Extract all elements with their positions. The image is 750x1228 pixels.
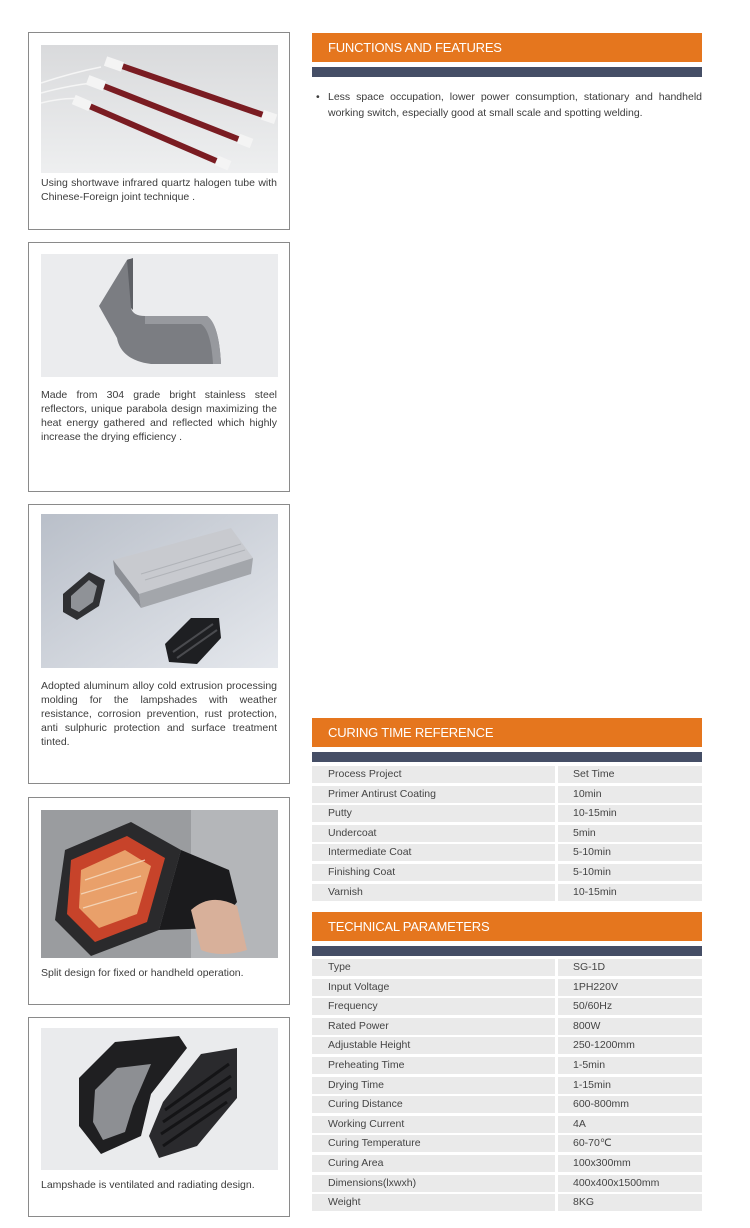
table-cell-value: 100x300mm	[573, 1156, 631, 1169]
table-row	[312, 1095, 702, 1115]
table-row	[312, 843, 702, 863]
table-cell-label: Curing Temperature	[328, 1137, 421, 1150]
table-row	[312, 863, 702, 883]
table-row	[312, 1056, 702, 1076]
functions-title: FUNCTIONS AND FEATURES	[328, 40, 502, 55]
table-cell-label: Varnish	[328, 885, 363, 898]
table-cell-label: Frequency	[328, 1000, 378, 1013]
technical-table	[312, 958, 702, 1213]
table-cell-label: Undercoat	[328, 826, 377, 839]
table-cell-value: 800W	[573, 1019, 601, 1032]
table-row	[312, 1115, 702, 1135]
table-cell-value: 50/60Hz	[573, 1000, 613, 1013]
table-cell-label: Putty	[328, 807, 352, 820]
table-row	[312, 1076, 702, 1096]
feature-caption: Lampshade is ventilated and radiating design.	[41, 1179, 255, 1191]
table-cell-value: 5min	[573, 826, 596, 839]
table-cell-label: Rated Power	[328, 1019, 389, 1032]
table-cell-value: 250-1200mm	[573, 1039, 635, 1052]
table-cell-label: Weight	[328, 1196, 361, 1209]
functions-divider	[312, 67, 702, 77]
table-cell-label: Curing Distance	[328, 1098, 403, 1111]
technical-divider	[312, 946, 702, 956]
table-row	[312, 1017, 702, 1037]
table-cell-value: 5-10min	[573, 865, 611, 878]
reflector-image	[41, 254, 278, 377]
table-cell-label: Process Project	[328, 768, 402, 780]
table-cell-value: 600-800mm	[573, 1098, 630, 1111]
table-cell-label: Type	[328, 961, 351, 973]
table-cell-label: Finishing Coat	[328, 865, 396, 878]
table-cell-value: 10-15min	[573, 807, 617, 820]
table-row	[312, 997, 702, 1017]
functions-bullet	[316, 89, 702, 121]
technical-title: TECHNICAL PARAMETERS	[328, 919, 490, 934]
table-cell-value: 5-10min	[573, 846, 611, 859]
table-cell-value: 400x400x1500mm	[573, 1176, 660, 1189]
table-cell-value: 1-15min	[573, 1078, 611, 1091]
bullet-marker: •	[316, 91, 320, 103]
quartz-tube-image	[41, 45, 278, 173]
table-row	[312, 883, 702, 903]
handheld-lamp-image	[41, 810, 278, 958]
table-row	[312, 804, 702, 824]
feature-caption: Made from 304 grade bright stainless steel reflectors, unique parabola design maximizing the heat energy gathered and reflected which highly increase the drying efficiency .	[41, 389, 277, 443]
table-cell-label: Drying Time	[328, 1078, 385, 1091]
technical-header	[312, 912, 702, 941]
table-row	[312, 1193, 702, 1213]
table-row	[312, 765, 702, 785]
curing-title: CURING TIME REFERENCE	[328, 725, 494, 740]
table-cell-value: Set Time	[573, 768, 615, 780]
feature-caption: Using shortwave infrared quartz halogen tube with Chinese-Foreign joint technique .	[41, 177, 277, 203]
table-row	[312, 978, 702, 998]
table-row	[312, 824, 702, 844]
table-cell-value: 8KG	[573, 1196, 595, 1209]
table-row	[312, 958, 702, 978]
table-cell-label: Preheating Time	[328, 1058, 405, 1071]
ventilated-lampshade-image	[41, 1028, 278, 1170]
table-cell-value: 4A	[573, 1117, 586, 1130]
feature-card-reflector	[28, 242, 290, 492]
feature-card-split-design	[28, 797, 290, 1005]
table-cell-label: Intermediate Coat	[328, 846, 412, 859]
table-row	[312, 1154, 702, 1174]
table-row	[312, 1174, 702, 1194]
table-row	[312, 1134, 702, 1154]
feature-card-quartz-tube	[28, 32, 290, 230]
table-cell-label: Input Voltage	[328, 980, 390, 993]
table-cell-value: 1-5min	[573, 1058, 606, 1071]
aluminum-lampshade-image	[41, 514, 278, 668]
functions-header	[312, 33, 702, 62]
table-cell-label: Dimensions(lxwxh)	[328, 1176, 417, 1189]
table-cell-label: Primer Antirust Coating	[328, 787, 436, 800]
curing-table	[312, 765, 702, 902]
curing-divider	[312, 752, 702, 762]
table-cell-value: SG-1D	[573, 961, 606, 973]
table-row	[312, 785, 702, 805]
curing-header	[312, 718, 702, 747]
table-cell-value: 1PH220V	[573, 980, 618, 993]
feature-caption: Split design for fixed or handheld operation.	[41, 967, 244, 979]
table-row	[312, 1036, 702, 1056]
table-cell-label: Curing Area	[328, 1156, 384, 1169]
feature-card-aluminum	[28, 504, 290, 784]
feature-caption: Adopted aluminum alloy cold extrusion processing molding for the lampshades with weather resistance, corrosion prevention, rust protection, anti sulphuric protection and surface treatment tinted.	[41, 680, 277, 748]
table-cell-value: 60-70℃	[573, 1137, 612, 1150]
table-cell-label: Working Current	[328, 1117, 405, 1130]
table-cell-value: 10min	[573, 787, 602, 800]
feature-card-ventilated	[28, 1017, 290, 1217]
table-cell-value: 10-15min	[573, 885, 617, 898]
functions-bullet-text: Less space occupation, lower power consumption, stationary and handheld working switch, especially good at small scale and spotting welding.	[328, 91, 702, 119]
table-cell-label: Adjustable Height	[328, 1039, 411, 1052]
